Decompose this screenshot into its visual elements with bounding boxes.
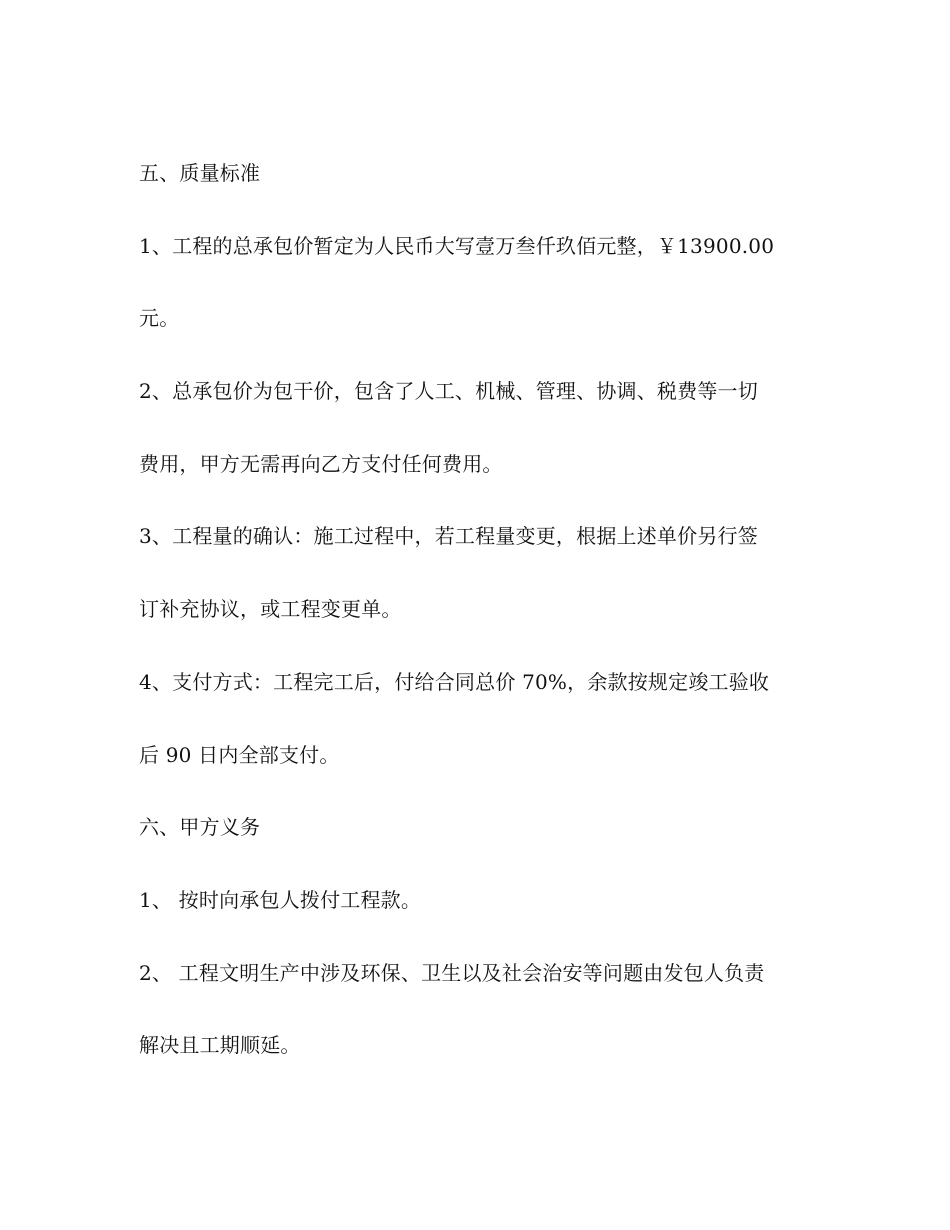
paragraph-line: 1、 按时向承包人拨付工程款。 xyxy=(139,887,422,912)
paragraph-line: 订补充协议，或工程变更单。 xyxy=(139,597,402,622)
section-heading-party-a-obligations: 六、甲方义务 xyxy=(139,815,261,840)
paragraph-line: 后 90 日内全部支付。 xyxy=(139,742,340,767)
paragraph-line: 3、工程量的确认：施工过程中，若工程量变更，根据上述单价另行签 xyxy=(139,524,758,549)
paragraph-line: 2、总承包价为包干价，包含了人工、机械、管理、协调、税费等一切 xyxy=(139,379,758,404)
section-heading-quality-standard: 五、质量标准 xyxy=(139,161,261,185)
paragraph-line: 费用，甲方无需再向乙方支付任何费用。 xyxy=(139,451,503,476)
paragraph-line: 1、工程的总承包价暂定为人民币大写壹万叁仟玖佰元整，￥13900.00 xyxy=(139,233,775,258)
paragraph-line: 4、支付方式：工程完工后，付给合同总价 70%，余款按规定竣工验收 xyxy=(139,669,770,694)
paragraph-line: 元。 xyxy=(139,306,180,331)
document-body xyxy=(139,137,819,1082)
paragraph-line: 2、 工程文明生产中涉及环保、卫生以及社会治安等问题由发包人负责 xyxy=(139,960,765,985)
paragraph-line: 解决且工期顺延。 xyxy=(139,1033,301,1058)
